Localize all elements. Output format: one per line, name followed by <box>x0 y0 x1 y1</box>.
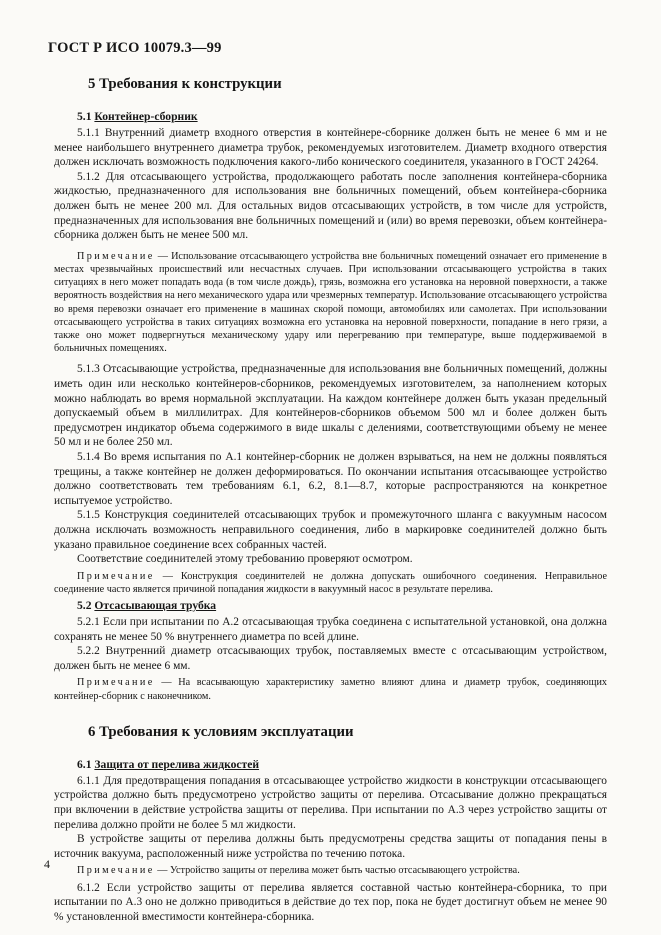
document-header: ГОСТ Р ИСО 10079.3—99 <box>48 40 222 56</box>
clause-5-1-1: 5.1.1 Внутренний диаметр входного отверстия в контейнере-сборнике должен быть не менее 6 мм и не менее наибольшего внутреннего диаметра трубок, рекомендуемых изготовителем. Диаметр входного отверстия должен исключать возможность подключения какого-либо конического соединителя, указанного в ГОСТ 24264. <box>54 127 607 169</box>
section-5-heading: 5 Требования к конструкции <box>88 76 282 92</box>
note-text: — Конструкция соединителей не должна допускать ошибочного соединения. Неправильное соединение часто является причиной попадания жидкости в вакуумный насос в результате перелива. <box>54 570 607 595</box>
subsection-5-2-number: 5.2 <box>77 599 92 613</box>
note-label: Примечание <box>77 865 155 877</box>
note-5-1-5 <box>54 570 607 596</box>
note-text: — Использование отсасывающего устройства вне больничных помещений означает его применение в местах чрезвычайных происшествий или несчастных случаев. При использовании отсасывающего устройства в таких ситуациях в него может попадать вода (в том числе дождь), грязь, возможна его установка на неровной поверхности, а также вероятность воздействия на него механического удара или чрезмерных температур. Использование отсасывающего устройства во время перевозки означает его применение в машинах скорой помощи, автомобилях или самолетах. При использовании отсасывающего устройства в таких ситуациях возможна его установка на неровной поверхности, попадание в него грязи, а также оно может подвергнуться механическому удару или перегреванию при температуре, выше поддерживаемой в больничных помещениях. <box>54 250 607 355</box>
note-label: Примечание <box>77 250 155 262</box>
note-label: Примечание <box>77 677 155 689</box>
subsection-5-2-heading <box>77 599 607 612</box>
note-text: — На всасывающую характеристику заметно влияют длина и диаметр трубок, соединяющих контейнер-сборник с наконечником. <box>54 677 607 702</box>
subsection-5-1-heading <box>77 110 607 123</box>
note-6-1-1 <box>54 864 607 877</box>
clause-5-1-4: 5.1.4 Во время испытания по А.1 контейнер-сборник не должен взрываться, на нем не должны появляться трещины, а также контейнер не должен деформироваться. По окончании испытания отсасывающее устройство должно соответствовать тем требованиям 6.1, 6.2, 8.1—8.7, которые распространяются на конкретное испытуемое устройство. <box>54 450 607 507</box>
clause-5-1-5-compliance: Соответствие соединителей этому требованию проверяют осмотром. <box>77 553 413 566</box>
clause-5-2-1: 5.2.1 Если при испытании по А.2 отсасывающая трубка соединена с испытательной установкой, она должна сохранять не менее 50 % внутреннего диаметра по всей длине. <box>54 616 607 643</box>
clause-5-1-2: 5.1.2 Для отсасывающего устройства, продолжающего работать после заполнения контейнера-сборника жидкостью, предназначенного для использования вне больничных помещений, объем контейнера-сборника должен быть не менее 200 мл. Для остальных видов отсасывающих устройств, в том числе для устройств, предназначенных для использования вне больничных помещений и (или) во время перевозки, объем контейнера-сборника должен быть не менее 500 мл. <box>54 170 607 242</box>
subsection-6-1-heading <box>77 758 607 771</box>
clause-6-1-2: 6.1.2 Если устройство защиты от перелива является составной частью контейнера-сборника, то при испытании по А.3 оно не должно приводиться в действие до тех пор, пока не будет достигнут объем не менее 90 % установленной вместимости контейнера-сборника. <box>54 881 607 923</box>
clause-6-1-1: 6.1.1 Для предотвращения попадания в отсасывающее устройство жидкости в конструкции отсасывающего устройства должно быть предусмотрено устройство защиты от перелива. Отсасывание должно прекращаться при включении в действие устройства защиты от перелива. При испытании по А.3 через устройство защиты от перелива должно пройти не более 5 мл жидкости. <box>54 774 607 831</box>
clause-6-1-1-foam: В устройстве защиты от перелива должны быть предусмотрены средства защиты от попадания пены в источник вакуума, расположенный ниже устройства по течению потока. <box>54 833 607 860</box>
section-6-heading: 6 Требования к условиям эксплуатации <box>88 723 354 740</box>
clause-5-1-3: 5.1.3 Отсасывающие устройства, предназначенные для использования вне больничных помещений, должны иметь один или несколько контейнеров-сборников, рекомендуемых изготовителем, за наполнением которых можно наблюдать во время нормальной эксплуатации. На каждом контейнере должен быть указан предельный допускаемый объем в миллилитрах. Для контейнеров-сборников объемом 500 мл и более должен быть предусмотрен индикатор объема содержимого в виде шкалы с делениями, соответствующими объему не менее 50 мл и не более 250 мл. <box>54 363 607 449</box>
subsection-5-1-title: Контейнер-сборник <box>94 110 198 123</box>
note-5-2-2 <box>54 676 607 702</box>
note-text: — Устройство защиты от перелива может быть частью отсасывающего устройства. <box>154 865 520 877</box>
clause-5-1-5: 5.1.5 Конструкция соединителей отсасывающих трубок и промежуточного шланга с вакуумным насосом должна исключать возможность неправильного соединения, либо в маркировке соединителей должно быть указано правильное соединение всех собранных частей. <box>54 509 607 551</box>
subsection-5-2-title: Отсасывающая трубка <box>94 599 217 613</box>
subsection-6-1-title: Защита от перелива жидкостей <box>94 757 260 771</box>
note-label: Примечание <box>77 570 155 582</box>
page-number: 4 <box>44 857 50 871</box>
note-5-1-2 <box>54 250 607 356</box>
subsection-6-1-number: 6.1 <box>77 757 92 771</box>
clause-5-2-2: 5.2.2 Внутренний диаметр отсасывающих трубок, поставляемых вместе с отсасывающим устройством, должен быть не менее 6 мм. <box>54 645 607 672</box>
subsection-5-1-number: 5.1 <box>77 110 92 123</box>
